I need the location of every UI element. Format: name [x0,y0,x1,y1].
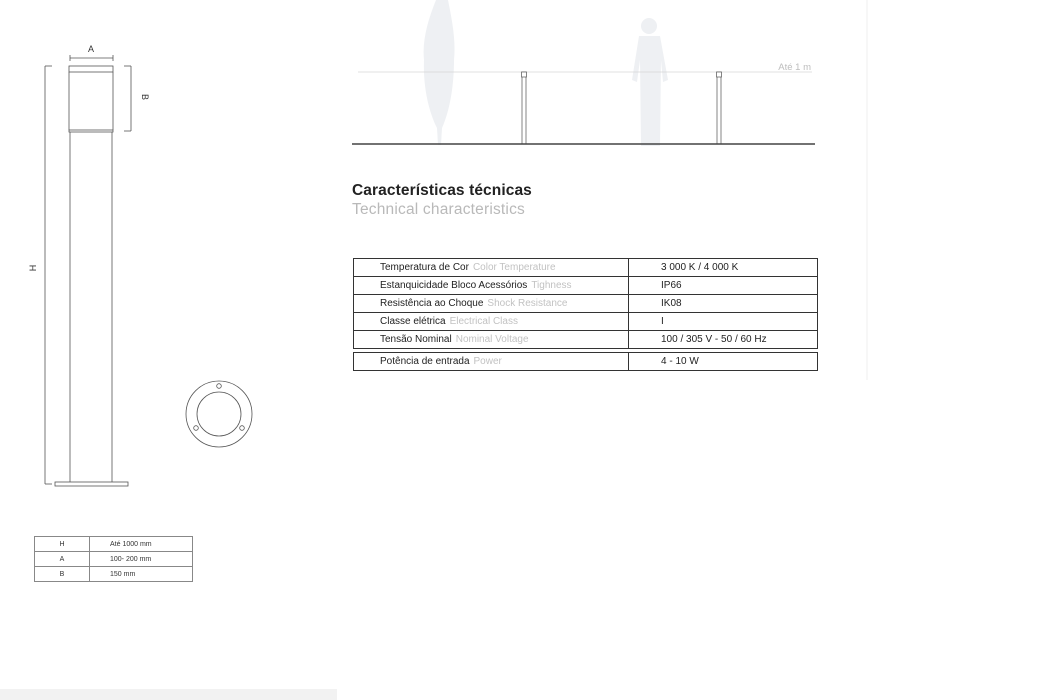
table-row [35,537,193,552]
spec-label [354,295,629,313]
dimension-key: A [35,552,90,567]
spec-label-en: Color Temperature [472,262,556,273]
spec-label-pt: Estanquicidade Bloco Acessórios [380,280,528,291]
table-row [35,567,193,582]
spec-value: 100 / 305 V - 50 / 60 Hz [629,331,818,349]
table-row [35,552,193,567]
spec-label-pt: Classe elétrica [380,316,446,327]
dimension-value: Até 1000 mm [90,537,193,552]
spec-label [354,331,629,349]
technical-characteristics-heading [352,182,532,219]
dimension-label-h: H [28,264,38,272]
spec-table [353,258,818,371]
table-row [354,259,818,277]
dimension-key: B [35,567,90,582]
spec-value: 4 - 10 W [629,353,818,371]
spec-label [354,277,629,295]
spec-label-pt: Resistência ao Choque [380,298,484,309]
spec-label-en: Power [473,356,502,367]
spec-label-en: Tighness [531,280,572,291]
bollard-dimension-drawing [0,0,300,500]
page-edge-shadow [866,0,868,380]
tree-silhouette [424,0,455,145]
table-row [354,277,818,295]
dimension-label-a: A [87,44,95,54]
table-row [354,313,818,331]
spec-label-pt: Potência de entrada [380,356,470,367]
dimension-value: 100- 200 mm [90,552,193,567]
spec-label-en: Nominal Voltage [455,334,529,345]
height-label: Até 1 m [778,62,811,73]
spec-label-en: Shock Resistance [487,298,568,309]
spec-value: IK08 [629,295,818,313]
spec-label [354,353,629,371]
spec-label [354,313,629,331]
dimension-table [34,536,193,582]
table-row [354,353,818,371]
title-english: Technical characteristics [352,201,525,218]
dimension-label-b: B [140,93,150,101]
scale-scene-illustration [350,0,820,150]
table-row [354,331,818,349]
spec-label-pt: Tensão Nominal [380,334,452,345]
dimension-value: 150 mm [90,567,193,582]
person-silhouette [632,18,668,146]
title-portuguese: Características técnicas [352,182,532,199]
dimension-key: H [35,537,90,552]
spec-label [354,259,629,277]
spec-value: I [629,313,818,331]
spec-value: 3 000 K / 4 000 K [629,259,818,277]
footer-bar [0,689,337,700]
table-row [354,295,818,313]
spec-label-pt: Temperatura de Cor [380,262,469,273]
spec-label-en: Electrical Class [449,316,518,327]
spec-value: IP66 [629,277,818,295]
